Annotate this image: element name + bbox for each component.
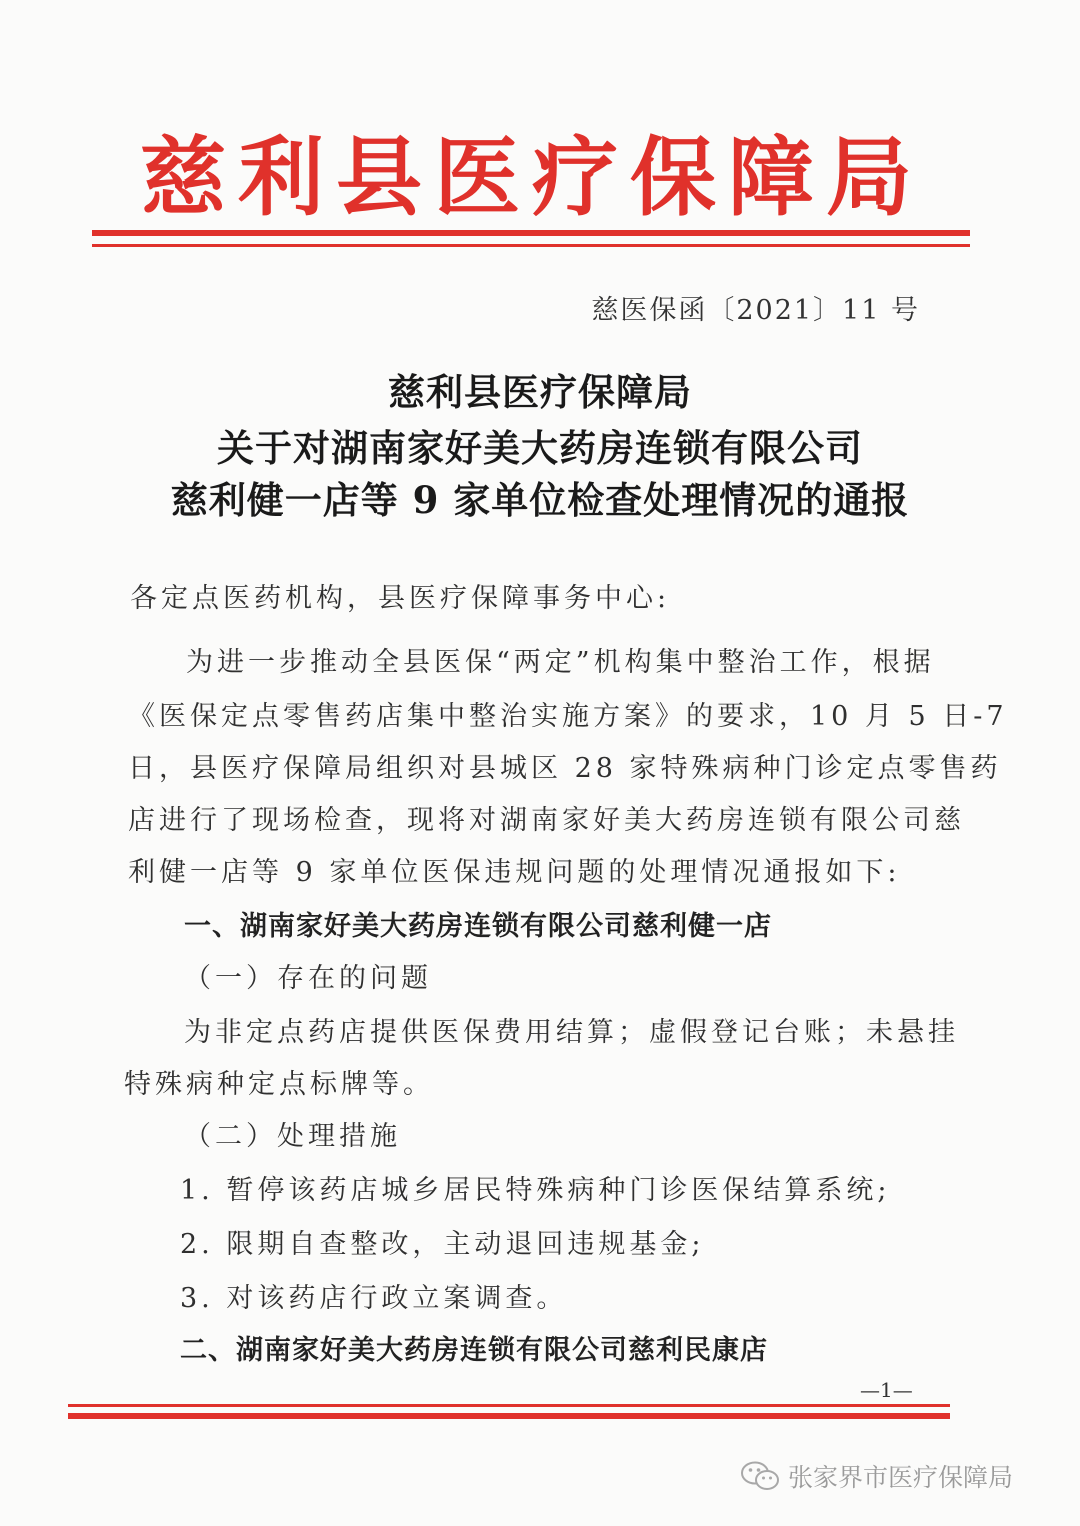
watermark-text: 张家界市医疗保障局 — [788, 1463, 1014, 1492]
section-heading-2: 二、湖南家好美大药房连锁有限公司慈利民康店 — [180, 1335, 768, 1366]
intro-line: 为进一步推动全县医保“两定”机构集中整治工作，根据 — [186, 647, 935, 678]
section-heading-1: 一、湖南家好美大药房连锁有限公司慈利健一店 — [184, 911, 772, 942]
page-number: —1— — [860, 1378, 913, 1402]
intro-line: 店进行了现场检查，现将对湖南家好美大药房连锁有限公司慈 — [128, 805, 965, 836]
problem-line: 为非定点药店提供医保费用结算；虚假登记台账；未悬挂 — [184, 1017, 959, 1048]
wechat-icon — [740, 1460, 780, 1492]
header-rule-thin — [92, 244, 970, 247]
sub-heading-measures: （二）处理措施 — [184, 1121, 401, 1152]
title-line-3: 慈利健一店等 9 家单位检查处理情况的通报 — [170, 478, 910, 522]
problem-line: 特殊病种定点标牌等。 — [124, 1069, 434, 1100]
intro-line: 利健一店等 9 家单位医保违规问题的处理情况通报如下: — [128, 857, 901, 888]
measure-item: 1. 暂停该药店城乡居民特殊病种门诊医保结算系统; — [180, 1175, 891, 1206]
header-rule-thick — [92, 230, 970, 236]
title-line-1: 慈利县医疗保障局 — [388, 370, 692, 414]
salutation: 各定点医药机构，县医疗保障事务中心: — [130, 583, 671, 614]
org-header-title: 慈利县医疗保障局 — [140, 127, 924, 228]
intro-line: 《医保定点零售药店集中整治实施方案》的要求，10 月 5 日-7 — [128, 701, 1008, 732]
measure-item: 2. 限期自查整改，主动退回违规基金; — [180, 1229, 705, 1260]
sub-heading-problems: （一）存在的问题 — [184, 963, 432, 994]
intro-line: 日，县医疗保障局组织对县城区 28 家特殊病种门诊定点零售药 — [128, 753, 1002, 784]
doc-number: 慈医保函〔2021〕11 号 — [591, 295, 920, 326]
footer-rule-thin — [68, 1404, 950, 1407]
measure-item: 3. 对该药店行政立案调查。 — [180, 1283, 568, 1314]
footer-rule-thick — [68, 1413, 950, 1419]
watermark — [740, 1458, 1013, 1494]
title-line-2: 关于对湖南家好美大药房连锁有限公司 — [217, 426, 863, 470]
